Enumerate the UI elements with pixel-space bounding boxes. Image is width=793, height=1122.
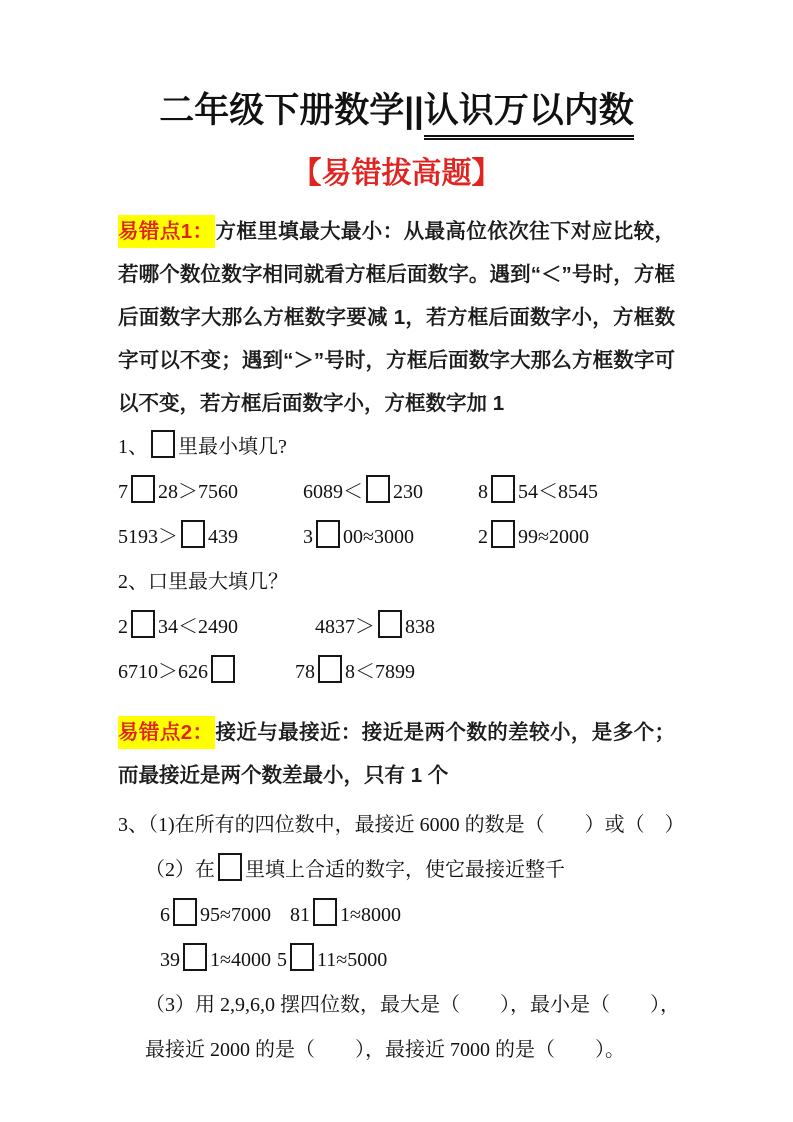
- answer-box: [173, 898, 197, 926]
- answer-box: [366, 475, 390, 503]
- expression: 4837＞ 838: [315, 605, 435, 650]
- q2-prompt: 2、口里最大填几？: [118, 571, 288, 593]
- note-2-label: 易错点2：: [118, 716, 215, 749]
- answer-box: [131, 475, 155, 503]
- answer-box: [378, 610, 402, 638]
- answer-box: [290, 943, 314, 971]
- expression: 7 28＞7560: [118, 470, 303, 515]
- expression: 8 54＜8545: [478, 470, 598, 515]
- note-1-label: 易错点1：: [118, 215, 215, 248]
- answer-box: [151, 430, 175, 458]
- q1-row-1: [118, 470, 675, 515]
- answer-box: [131, 610, 155, 638]
- title-underlined-part: 认识万以内数: [424, 88, 634, 140]
- note-error-point-1: [118, 210, 675, 425]
- q3-part1: 3、（1)在所有的四位数中，最接近 6000 的数是（ ）或（ ）: [118, 814, 685, 836]
- expression: 6710＞626: [118, 650, 295, 695]
- expression: 78 8＜7899: [295, 650, 415, 695]
- q1-prompt: 1、 里最小填几?: [118, 425, 675, 470]
- q3-row-1: [160, 893, 675, 938]
- page-title: [118, 88, 675, 140]
- expression: 5193＞ 439: [118, 515, 303, 560]
- answer-box: [211, 655, 235, 683]
- q1-row-2: [118, 515, 675, 560]
- q3-part2: （2）在 里填上合适的数字，使它最接近整千: [145, 848, 675, 893]
- answer-box: [491, 520, 515, 548]
- expression: 6089＜ 230: [303, 470, 478, 515]
- title-main: 二年级下册数学: [159, 91, 405, 130]
- expression: 3 00≈3000: [303, 515, 478, 560]
- answer-box: [318, 655, 342, 683]
- expression: 2 99≈2000: [478, 515, 589, 560]
- note-error-point-2: [118, 711, 675, 797]
- expression: 2 34＜2490: [118, 605, 315, 650]
- expression: 6 95≈7000: [160, 893, 290, 938]
- answer-box: [313, 898, 337, 926]
- expression: 5 11≈5000: [277, 938, 387, 983]
- subtitle-heading: 【易错拔高题】: [291, 157, 502, 190]
- q3-part3-line2: 最接近 2000 的是（ ），最接近 7000 的是（ ）。: [145, 1039, 625, 1061]
- answer-box: [491, 475, 515, 503]
- q2-row-1: [118, 605, 675, 650]
- q3-row-2: [160, 938, 675, 983]
- q2-row-2: [118, 650, 675, 695]
- note-1-body: 方框里填最大最小：从最高位依次往下对应比较，若哪个数位数字相同就看方框后面数字。遇到“＜”号时，方框后面数字大那么方框数字要减 1，若方框后面数字小，方框数字可以不变；遇到“＞”号时，方框后面数字大那么方框数字可以不变，若方框后面数字小，方框数字加 1: [118, 220, 676, 415]
- answer-box: [218, 853, 242, 881]
- title-separator-bars: ||: [404, 91, 424, 130]
- q3-part3-line1: （3）用 2,9,6,0 摆四位数，最大是（ ），最小是（ ），: [145, 994, 680, 1016]
- answer-box: [316, 520, 340, 548]
- answer-box: [181, 520, 205, 548]
- expression: 81 1≈8000: [290, 893, 401, 938]
- answer-box: [183, 943, 207, 971]
- note-2-body: 接近与最接近：接近是两个数的差较小，是多个；而最接近是两个数差最小，只有 1 个: [118, 721, 676, 787]
- expression: 39 1≈4000: [160, 938, 277, 983]
